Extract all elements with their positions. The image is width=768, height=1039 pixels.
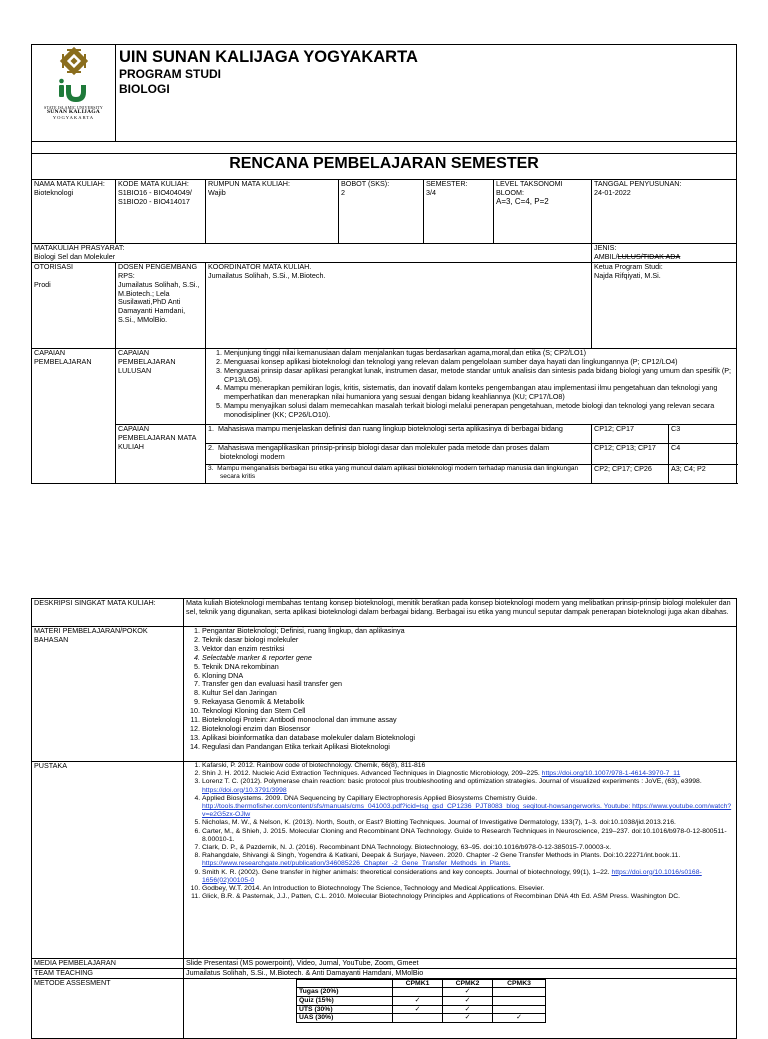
pustaka-cell	[184, 762, 737, 959]
rps-header-table	[31, 44, 737, 484]
university-logo	[32, 45, 115, 120]
dosen-value: Jumailatus Solihah, S.Si., M.Biotech.; Lela Susilawati,PhD Anti Damayanti Hamdani, S.Si., MMolBio.	[118, 279, 200, 325]
assessment-check: ✓	[443, 988, 493, 997]
pustaka-text: Smith K. R. (2002). Gene transfer in higher animals: theoretical considerations and key concepts. Journal of biotechnology, 99(1), 1–22.	[202, 868, 612, 876]
document-title: RENCANA PEMBELAJARAN SEMESTER	[32, 154, 737, 180]
assessment-check: ✓	[393, 997, 443, 1006]
rumpun-value: Wajib	[208, 187, 226, 197]
course-name-cell	[32, 180, 116, 244]
cpmk-num: 2.	[208, 443, 214, 452]
cpmk-label: CAPAIAN PEMBELAJARAN MATA KULIAH	[118, 424, 197, 451]
cpmk-level: C4	[669, 443, 737, 464]
cpl-label: CAPAIAN PEMBELAJARAN LULUSAN	[118, 348, 176, 375]
assessment-label: METODE ASSESMENT	[32, 978, 184, 1038]
cpmk-row	[206, 464, 592, 483]
capaian-cell	[32, 348, 116, 483]
materi-item: 6. Kloning DNA	[202, 672, 734, 681]
kaprodi-label: Ketua Program Studi:	[594, 262, 663, 271]
pustaka-item	[202, 869, 734, 885]
cpl-item: 5. Mampu menyajikan solusi dalam memecahkan masalah terkait biologi melalui penerapan pengetahuan, metode biologi dan teknologi yang relevan secara monodisipliner (KK; CP26/LO10).	[224, 402, 734, 420]
materi-item: 8. Kultur Sel dan Jaringan	[202, 689, 734, 698]
materi-item: 13. Aplikasi bioinformatika dan database molekuler dalam Bioteknologi	[202, 734, 734, 743]
bobot-cell	[339, 180, 424, 244]
pustaka-item	[202, 819, 734, 827]
materi-item: 14. Regulasi dan Pandangan Etika terkait Aplikasi Bioteknologi	[202, 743, 734, 752]
pustaka-item	[202, 893, 734, 901]
koordinator-value: Jumailatus Solihah, S.Si., M.Biotech.	[208, 270, 326, 280]
dosen-cell	[116, 262, 206, 348]
pustaka-text: Godbey, W.T. 2014. An Introduction to Biotechnology The Science, Technology and Medical Applications. Elsevier.	[202, 885, 545, 893]
course-code-value: S1BIO16 - BIO404049/ S1BIO20 - BIO414017	[118, 187, 192, 206]
course-code-label: KODE MATA KULIAH:	[118, 179, 189, 188]
prasyarat-cell	[32, 244, 592, 263]
pustaka-item	[202, 778, 734, 794]
bobot-value: 2	[341, 187, 345, 197]
cpmk-level: A3; C4; P2	[669, 464, 737, 483]
bobot-label: BOBOT (SKS):	[341, 179, 390, 188]
jenis-value: AMBIL/	[594, 251, 618, 261]
otorisasi-prodi: Prodi	[34, 279, 51, 289]
assessment-check: ✓	[443, 997, 493, 1006]
materi-item: 4. Selectable marker & reporter gene	[202, 654, 734, 663]
department-name: BIOLOGI	[119, 82, 170, 96]
pustaka-list	[186, 762, 734, 901]
assessment-header: CPMK1	[393, 979, 443, 988]
assessment-method: UAS (30%)	[297, 1014, 393, 1023]
assessment-check	[493, 988, 546, 997]
spacer-row	[32, 142, 737, 154]
pustaka-text: Nicholas, M. W., & Nelson, K. (2013). North, South, or East? Blotting Techniques. Journal of Investigative Dermatology, 133(7), 1–3. doi:10.1038/jid.2013.216.	[202, 819, 676, 827]
kaprodi-value: Najda Rifqiyati, M.Si.	[594, 270, 661, 280]
pustaka-link[interactable]: https://doi.org/10.1007/978-1-4614-3970-7_11	[541, 770, 681, 778]
semester-cell	[424, 180, 494, 244]
pustaka-item	[202, 762, 734, 770]
media-value: Slide Presentasi (MS powerpoint), Video, Jurnal, YouTube, Zoom, Gmeet	[184, 959, 737, 969]
logo-caption-name: SUNAN KALIJAGA	[47, 109, 100, 115]
media-label: MEDIA PEMBELAJARAN	[32, 959, 184, 969]
cpmk-num: 1.	[208, 424, 214, 433]
jenis-value-struck: LULUS/TIDAK ADA	[617, 251, 681, 261]
tanggal-value: 24-01-2022	[594, 187, 631, 197]
cpmk-cp: CP12; CP17	[592, 424, 669, 443]
pustaka-item	[202, 844, 734, 852]
deskripsi-text: Mata kuliah Bioteknologi membahas tentang konsep bioteknologi, menitik beratkan pada konsep bioteknologi modern yang melibatkan prinsip-prinsip biologi molekuler dan sel, teknik yang digunakan, serta aplikasi bioteknologi dalam berbagai bidang. Berbagai isu etika yang muncul seputar dampak penerapan bioteknologi juga akan dibahas.	[184, 599, 737, 627]
pustaka-text: Rahangdale, Shivangi & Singh, Yogendra & Katkani, Deepak & Surjaye, Naveen. 2020. Chapter -2 Gene Transfer Methods in Plants. Doi:10.22271/int.book.11.	[202, 852, 681, 860]
pustaka-label: PUSTAKA	[32, 762, 184, 959]
cpl-list	[208, 349, 734, 420]
pustaka-link[interactable]: https://doi.org/10.3791/3998	[202, 786, 287, 794]
institution-cell	[116, 45, 737, 142]
semester-label: SEMESTER:	[426, 179, 468, 188]
cpl-label-cell	[116, 348, 206, 424]
pustaka-item	[202, 852, 734, 868]
uin-logo-icon	[55, 45, 93, 105]
assessment-check: ✓	[393, 1005, 443, 1014]
cpl-item: 3. Menguasai prinsip dasar aplikasi perangkat lunak, instrumen dasar, metode standar untuk analisis dan sintesis pada bidang biologi yang umum dan spesifik (P; CP13/LO5).	[224, 367, 734, 385]
cpmk-row	[206, 424, 592, 443]
pustaka-text: Lorenz T. C. (2012). Polymerase chain reaction: basic protocol plus troubleshooting and optimization strategies. Journal of visualized experiments : JoVE, (63), e3998.	[202, 778, 702, 786]
level-value: A=3, C=4, P=2	[496, 196, 549, 206]
logo-caption-city: YOGYAKARTA	[52, 115, 95, 120]
logo-cell	[32, 45, 116, 142]
pustaka-item	[202, 770, 734, 778]
materi-item: 2. Teknik dasar biologi molekuler	[202, 636, 734, 645]
course-code-cell	[116, 180, 206, 244]
pustaka-text: Glick, B.R. & Pasternak, J.J., Patten, C.L. 2010. Molecular Biotechnology Principles and Applications of Recombinan DNA 4th Ed. ASM Press. Washington DC.	[202, 893, 681, 901]
assessment-method: Tugas (20%)	[297, 988, 393, 997]
pustaka-text: Shin J. H. 2012. Nucleic Acid Extraction Techniques. Advanced Techniques in Diagnostic Microbiology, 209–225.	[202, 770, 542, 778]
assessment-method: UTS (30%)	[297, 1005, 393, 1014]
program-label: PROGRAM STUDI	[119, 67, 221, 81]
rumpun-cell	[206, 180, 339, 244]
pustaka-item	[202, 885, 734, 893]
pustaka-text: Clark, D. P., & Pazdernik, N. J. (2016). Recombinant DNA Technology. Biotechnology, 63–95. doi:10.1016/b978-0-12-385015-7.00003-x.	[202, 844, 612, 852]
materi-item: 5. Teknik DNA rekombinan	[202, 663, 734, 672]
team-label: TEAM TEACHING	[32, 968, 184, 978]
assessment-check	[393, 1014, 443, 1023]
assessment-header: CPMK3	[493, 979, 546, 988]
assessment-check	[493, 1005, 546, 1014]
assessment-check: ✓	[443, 1014, 493, 1023]
cpl-item: 1. Menjunjung tinggi nilai kemanusiaan dalam menjalankan tugas berdasarkan agama,moral,dan etika (S; CP2/LO1)	[224, 349, 734, 358]
cpmk-cp: CP12; CP13; CP17	[592, 443, 669, 464]
pustaka-link[interactable]: http://tools.thermofisher.com/content/sfs/manuals/cms_041003.pdf?icid=lsg_gsd_CP1236_PJT8083_blog_seqitout-howsangerworks. Youtube: https://www.youtube.com/watch?v=e2G5zx-OJlw	[202, 803, 732, 819]
capaian-label: CAPAIAN PEMBELAJARAN	[34, 348, 92, 366]
otorisasi-cell	[32, 262, 116, 348]
tanggal-label: TANGGAL PENYUSUNAN:	[594, 179, 682, 188]
materi-item: 7. Transfer gen dan evaluasi hasil transfer gen	[202, 680, 734, 689]
prasyarat-label: MATAKULIAH PRASYARAT:	[34, 243, 125, 252]
cpmk-cp: CP2; CP17; CP26	[592, 464, 669, 483]
course-name-value: Bioteknologi	[34, 187, 74, 197]
assessment-check	[393, 988, 443, 997]
materi-cell	[184, 627, 737, 762]
materi-item: 12. Bioteknologi enzim dan Biosensor	[202, 725, 734, 734]
assessment-cell	[184, 978, 737, 1038]
assessment-check	[493, 997, 546, 1006]
team-value: Jumailatus Solihah, S.Si., M.Biotech. & Anti Damayanti Hamdani, MMolBio	[184, 968, 737, 978]
materi-item: 10. Teknologi Kloning dan Stem Cell	[202, 707, 734, 716]
pustaka-text: Applied Biosystems. 2009. DNA Sequencing by Capillary Electrophoresis Applied Biosystems Chemistry Guide.	[202, 794, 538, 802]
otorisasi-label: OTORISASI	[34, 262, 74, 271]
cpmk-row	[206, 443, 592, 464]
cpmk-text: Mampu menganalisis berbagai isu etika yang muncul dalam aplikasi bioteknologi modern terhadap manusia dan lingkungan secara kritis	[217, 464, 579, 480]
university-name: UIN SUNAN KALIJAGA YOGYAKARTA	[119, 48, 418, 66]
rps-details-table	[31, 598, 737, 1039]
pustaka-link[interactable]: https://doi.org/10.1016/s0168-1656(02)00105-0	[202, 868, 702, 884]
pustaka-text: Kafarski, P. 2012. Rainbow code of biotechnology. Chemik, 66(8), 811-816	[202, 762, 426, 769]
materi-item: 11. Bioteknologi Protein: Antibodi monoclonal dan immune assay	[202, 716, 734, 725]
pustaka-item	[202, 795, 734, 820]
materi-item: 9. Rekayasa Genomik & Metabolik	[202, 698, 734, 707]
materi-item: 3. Vektor dan enzim restriksi	[202, 645, 734, 654]
materi-list	[186, 627, 734, 752]
pustaka-link[interactable]: https://www.researchgate.net/publication/346085226_Chapter_-2_Gene_Transfer_Methods_in_Plants.	[202, 860, 511, 868]
cpl-list-cell	[206, 348, 737, 424]
cpmk-text: Mahasiswa mengaplikasikan prinsip-prinsip biologi dasar dan molekuler pada metode dan proses dalam bioteknologi modern	[218, 443, 550, 461]
cpl-item: 2. Menguasai konsep aplikasi bioteknologi dan teknologi yang relevan dalam pengelolaan sumber daya hayati dan lingkungannya (P; CP12/LO4)	[224, 358, 734, 367]
semester-value: 3/4	[426, 187, 436, 197]
jenis-cell	[592, 244, 737, 263]
assessment-table	[296, 979, 546, 1023]
koordinator-label: KOORDINATOR MATA KULIAH.	[208, 262, 312, 271]
deskripsi-label: DESKRIPSI SINGKAT MATA KULIAH:	[32, 599, 184, 627]
koordinator-cell	[206, 262, 592, 348]
rumpun-label: RUMPUN MATA KULIAH:	[208, 179, 290, 188]
assessment-method: Quiz (15%)	[297, 997, 393, 1006]
assessment-check: ✓	[443, 1005, 493, 1014]
level-cell	[494, 180, 592, 244]
cpmk-label-cell	[116, 424, 206, 483]
dosen-label: DOSEN PENGEMBANG RPS:	[118, 262, 198, 280]
cpl-item: 4. Mampu menerapkan pemikiran logis, kritis, sistematis, dan inovatif dalam konteks pengembangan atau implementasi ilmu pengetahuan dan teknologi yang memperhatikan dan menerapkan nilai humaniora yang sesuai dengan bidang keahliannya (KU; CP17/LO8)	[224, 384, 734, 402]
kaprodi-cell	[592, 262, 737, 348]
materi-label: MATERI PEMBELAJARAN/POKOK BAHASAN	[32, 627, 184, 762]
logo-caption-top: STATE ISLAMIC UNIVERSITY	[44, 105, 103, 110]
jenis-label: JENIS:	[594, 243, 617, 252]
pustaka-item	[202, 828, 734, 844]
pustaka-text: Carter, M., & Shieh, J. 2015. Molecular Cloning and Recombinant DNA Technology. Guide to Research Techniques in Neuroscience, 219–237. doi:10.1016/b978-0-12-800511-8.00010-1.	[202, 827, 727, 843]
assessment-check: ✓	[493, 1014, 546, 1023]
cpmk-num: 3.	[208, 464, 214, 472]
level-label: LEVEL TAKSONOMI BLOOM:	[496, 179, 563, 197]
prasyarat-value: Biologi Sel dan Molekuler	[34, 251, 116, 261]
tanggal-cell	[592, 180, 737, 244]
assessment-header	[297, 979, 393, 988]
course-name-label: NAMA MATA KULIAH:	[34, 179, 105, 188]
cpmk-level: C3	[669, 424, 737, 443]
materi-item: 1. Pengantar Bioteknologi; Definisi, ruang lingkup, dan aplikasinya	[202, 627, 734, 636]
cpmk-text: Mahasiswa mampu menjelaskan definisi dan ruang lingkup bioteknologi serta aplikasinya di berbagai bidang	[218, 424, 563, 433]
assessment-header: CPMK2	[443, 979, 493, 988]
